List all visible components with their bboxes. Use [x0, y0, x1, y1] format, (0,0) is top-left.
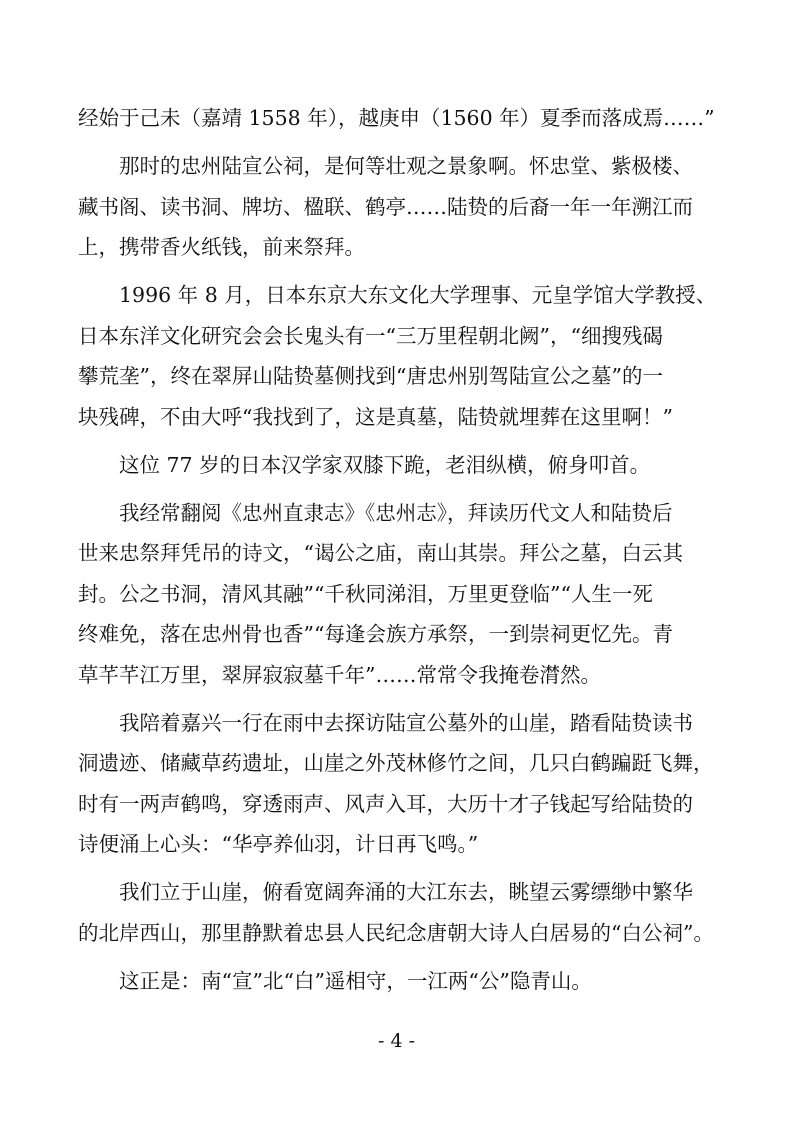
- text-line: 草芊芊江万里，翠屏寂寂墓千年”……常常令我掩卷潸然。: [78, 662, 601, 687]
- text-line: 那时的忠州陆宣公祠，是何等壮观之景象啊。怀忠堂、紫极楼、: [119, 154, 693, 178]
- text-line: 洞遗迹、储藏草药遗址，山崖之外茂林修竹之间，几只白鹤蹁跹飞舞，: [78, 751, 714, 775]
- text-line: 我经常翻阅《忠州直隶志》《忠州志》，拜读历代文人和陆贽后: [119, 500, 673, 525]
- paragraph-gap: [78, 953, 720, 961]
- text-line: 1996 年 8 月，日本东京大东文化大学理事、元皇学馆大学教授、: [119, 283, 717, 307]
- text-line: 攀荒垄”，终在翠屏山陆贽墓侧找到“唐忠州别驾陆宣公之墓”的一: [78, 364, 663, 388]
- paragraph-gap: [78, 268, 720, 276]
- paragraph-gap: [78, 139, 720, 147]
- text-line: 我们立于山崖，俯看宽阔奔涌的大江东去，眺望云雾缥缈中繁华: [119, 880, 693, 904]
- text-line: 的北岸西山，那里静默着忠县人民纪念唐朝大诗人白居易的“白公祠”。: [78, 920, 714, 945]
- paragraph-gap: [78, 437, 720, 445]
- text-line: 日本东洋文化研究会会长鬼头有一“三万里程朝北阙”，“细搜残碣: [78, 323, 663, 348]
- text-line: 时有一两声鹤鸣，穿透雨声、风声入耳，大历十才子钱起写给陆贽的: [78, 791, 693, 816]
- text-line: 封。公之书洞，清风其融”“千秋同涕泪，万里更登临”“人生一死: [78, 581, 653, 606]
- text-line: 这正是：南“宣”北“白”遥相守，一江两“公”隐青山。: [119, 968, 592, 993]
- text-line: 我陪着嘉兴一行在雨中去探访陆宣公墓外的山崖，踏看陆贽读书: [119, 710, 693, 735]
- page-number: - 4 -: [377, 1030, 415, 1052]
- body-text: [78, 98, 720, 1001]
- text-line: 诗便涌上心头：“华亭养仙羽，计日再飞鸣。”: [78, 832, 479, 856]
- text-line: 终难免，落在忠州骨也香”“每逢会族方承祭，一到崇祠更忆先。青: [78, 622, 673, 646]
- paragraph-gap: [78, 865, 720, 873]
- text-line: 上，携带香火纸钱，前来祭拜。: [78, 235, 365, 259]
- text-line: 块残碑，不由大呼“我找到了，这是真墓，陆贽就埋葬在这里啊！”: [78, 404, 673, 429]
- text-line: 世来忠祭拜凭吊的诗文，“谒公之庙，南山其崇。拜公之墓，白云其: [78, 541, 683, 565]
- text-line: 藏书阁、读书洞、牌坊、楹联、鹤亭……陆贽的后裔一年一年溯江而: [78, 194, 693, 219]
- text-line: 这位 77 岁的日本汉学家双膝下跪，老泪纵横，俯身叩首。: [119, 452, 651, 477]
- paragraph-gap: [78, 695, 720, 703]
- text-line: 经始于己未（嘉靖 1558 年），越庚申（1560 年）夏季而落成焉……”: [78, 106, 715, 130]
- paragraph-gap: [78, 485, 720, 493]
